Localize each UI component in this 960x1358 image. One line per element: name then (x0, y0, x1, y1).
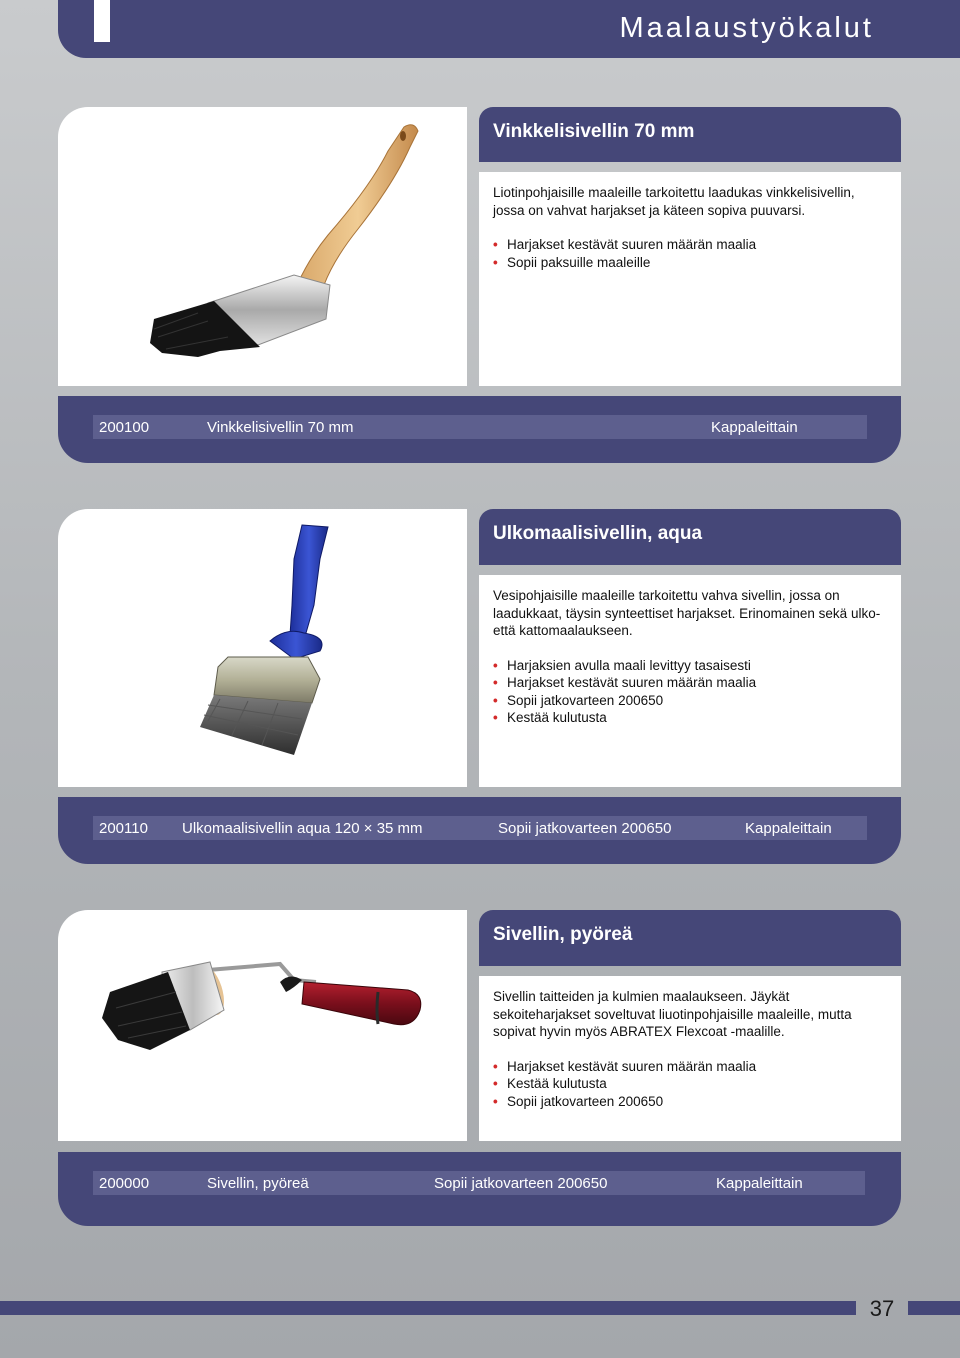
product-description (479, 976, 901, 1141)
product-title: Sivellin, pyöreä (479, 910, 901, 966)
order-row (93, 1171, 865, 1195)
description-text: Vesipohjaisille maaleille tarkoitettu vahva sivellin, jossa on laadukkaat, täysin synteettiset harjakset. Erinomainen sekä ulko- että kattomaalaukseen. (493, 588, 881, 638)
feature-list (493, 236, 887, 271)
order-band (58, 1152, 901, 1226)
product-image-angled-brush (58, 107, 467, 386)
list-item: • Sopii jatkovarteen 200650 (493, 1093, 887, 1111)
page-number: 37 (869, 1296, 895, 1321)
feature-list (493, 657, 887, 727)
product-title: Ulkomaalisivellin, aqua (479, 509, 901, 565)
header-tab-marker (94, 0, 110, 42)
order-note: Sopii jatkovarteen 200650 (498, 820, 672, 837)
order-name: Sivellin, pyöreä (207, 1175, 309, 1192)
order-band (58, 797, 901, 864)
product-title: Vinkkelisivellin 70 mm (479, 107, 901, 162)
order-unit: Kappaleittain (711, 419, 798, 436)
order-note: Sopii jatkovarteen 200650 (434, 1175, 608, 1192)
product-description (479, 172, 901, 386)
list-item: • Harjakset kestävät suuren määrän maalia (493, 236, 887, 254)
order-unit: Kappaleittain (716, 1175, 803, 1192)
order-name: Ulkomaalisivellin aqua 120 × 35 mm (182, 820, 423, 837)
list-item: • Harjaksien avulla maali levittyy tasaisesti (493, 657, 887, 675)
page-title: Maalaustyökalut (619, 12, 874, 44)
list-item: • Kestää kulutusta (493, 709, 887, 727)
list-item: • Sopii paksuille maaleille (493, 254, 887, 272)
angled-brush-icon (58, 107, 467, 386)
order-code: 200100 (99, 419, 150, 436)
list-item: • Sopii jatkovarteen 200650 (493, 692, 887, 710)
order-code: 200110 (99, 820, 148, 837)
product-description (479, 575, 901, 787)
order-code: 200000 (99, 1175, 150, 1192)
round-brush-icon (58, 910, 467, 1141)
feature-list (493, 1058, 887, 1111)
footer-bar-right (908, 1301, 960, 1315)
list-item: • Kestää kulutusta (493, 1075, 887, 1093)
footer-bar-left (0, 1301, 856, 1315)
order-unit: Kappaleittain (745, 820, 832, 837)
description-text: Sivellin taitteiden ja kulmien maalaukseen. Jäykät sekoiteharjakset soveltuvat liuotinpohjaisille maaleille, mutta sopivat hyvin myös ABRATEX Flexcoat -maalille. (493, 989, 852, 1039)
list-item: • Harjakset kestävät suuren määrän maalia (493, 674, 887, 692)
order-band (58, 396, 901, 463)
list-item: • Harjakset kestävät suuren määrän maalia (493, 1058, 887, 1076)
order-name: Vinkkelisivellin 70 mm (207, 419, 354, 436)
exterior-brush-icon (58, 509, 467, 787)
product-image-round-brush (58, 910, 467, 1141)
description-text: Liotinpohjaisille maaleille tarkoitettu laadukas vinkkelisivellin, jossa on vahvat harjakset ja käteen sopiva puuvarsi. (493, 185, 855, 218)
order-row (93, 816, 867, 840)
product-image-exterior-brush (58, 509, 467, 787)
order-row (93, 415, 867, 439)
